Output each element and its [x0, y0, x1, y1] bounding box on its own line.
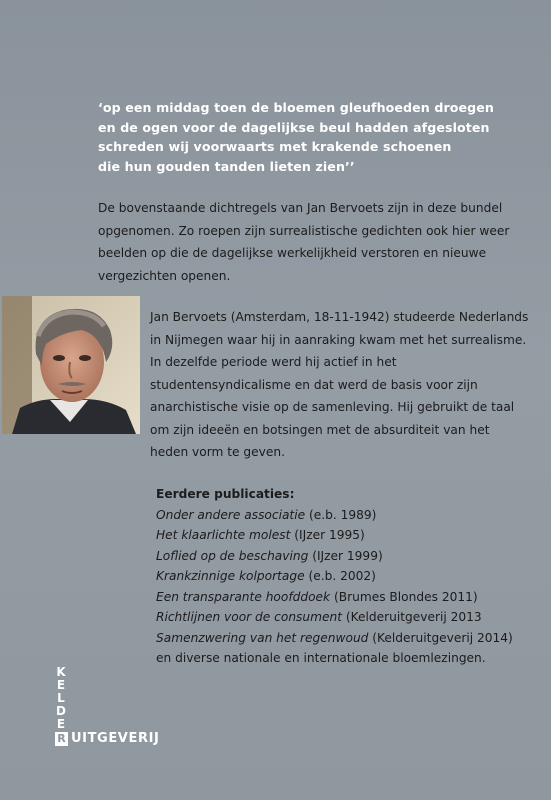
publication-title: Richtlijnen voor de consument — [156, 610, 342, 624]
publisher-logo-vertical — [54, 666, 68, 731]
publication-item — [156, 607, 536, 628]
publication-title: Krankzinnige kolportage — [156, 569, 305, 583]
author-bio: Jan Bervoets (Amsterdam, 18-11-1942) studeerde Nederlands in Nijmegen waar hij in aanraking kwam met het surrealisme. In dezelfde periode werd hij actief in het studentensyndicalisme en dat werd de basis voor zijn anarchistische visie op de samenleving. Hij gebruikt de taal om zijn ideeën en botsingen met de absurditeit van het heden vorm te geven. — [150, 310, 529, 459]
publication-detail: (IJzer 1995) — [290, 528, 365, 542]
publication-title: Onder andere associatie — [156, 507, 306, 522]
logo-letter: K — [56, 665, 66, 679]
publication-title: Het klaarlichte molest — [156, 528, 291, 542]
publication-item — [156, 546, 536, 567]
publication-title: Loflied op de beschaving — [156, 548, 309, 563]
publisher-logo-word: UITGEVERIJ — [71, 731, 160, 746]
publication-detail: (Kelderuitgeverij 2013 — [341, 610, 482, 624]
publication-title: Samenzwering van het regenwoud — [156, 630, 369, 645]
quote-line: schreden wij voorwaarts met krakende schoenen — [98, 139, 452, 154]
author-portrait-image — [2, 296, 140, 434]
author-photo — [2, 296, 140, 434]
publisher-logo-mark: R — [55, 732, 68, 746]
publication-item — [156, 587, 536, 608]
publications-closing: en diverse nationale en internationale bloemlezingen. — [156, 651, 486, 665]
publication-item — [156, 505, 536, 526]
publication-title: Een transparante hoofddoek — [156, 589, 331, 604]
quote-line: ‘op een middag toen de bloemen gleufhoeden droegen — [98, 100, 495, 115]
intro-paragraph: De bovenstaande dichtregels van Jan Bervoets zijn in deze bundel opgenomen. Zo roepen zijn surrealistische gedichten ook hier weer beelden op die de dagelijkse werkelijkheid verstoren en nieuwe vergezichten openen. — [98, 201, 510, 283]
quote-line: en de ogen voor de dagelijkse beul hadden afgesloten — [98, 119, 490, 135]
publication-item — [156, 628, 536, 649]
logo-letter: E — [56, 717, 66, 731]
logo-letter: D — [56, 704, 66, 718]
publication-item — [156, 566, 536, 587]
publication-detail: (e.b. 1989) — [305, 507, 377, 522]
back-cover-quote — [98, 98, 518, 176]
publication-item — [156, 525, 536, 546]
publications-list — [156, 484, 536, 669]
logo-letter: L — [57, 691, 65, 705]
publications-heading: Eerdere publicaties: — [156, 487, 295, 501]
quote-line: die hun gouden tanden lieten zien’’ — [98, 158, 355, 174]
publication-detail: (Kelderuitgeverij 2014) — [368, 630, 513, 645]
publication-detail: (e.b. 2002) — [304, 569, 376, 583]
logo-letter: E — [56, 678, 66, 692]
publication-detail: (IJzer 1999) — [308, 548, 383, 563]
publication-detail: (Brumes Blondes 2011) — [330, 589, 478, 604]
